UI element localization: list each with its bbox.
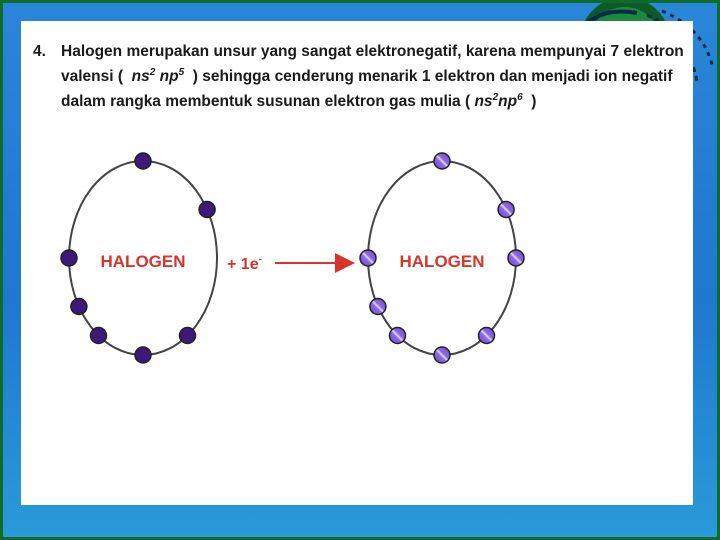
electron [479,328,495,344]
reaction-step [227,254,351,273]
halogen-atom-ion-after [360,153,524,363]
halogen-label-after: HALOGEN [399,252,485,271]
electron [360,250,376,266]
plus-one-electron-label: + 1e- [227,254,262,273]
electron [71,299,87,315]
halogen-diagram [21,21,693,505]
caption-line-3-prefix: dalam rangka membentuk susunan elektron gas mulia ( [61,93,471,110]
caption-line-1: Halogen merupakan unsur yang sangat elektronegatif, karena mempunyai 7 elektron [61,43,684,60]
electron [91,328,107,344]
electron [434,347,450,363]
electron [135,153,151,169]
electron [390,328,406,344]
item-number: 4. [33,43,46,60]
halogen-label-before: HALOGEN [100,252,186,271]
electron-config-after: $ns^2np^6$ [474,91,523,110]
electron [498,202,514,218]
electron [135,347,151,363]
electron [61,250,77,266]
electron [180,328,196,344]
content-panel [21,21,693,505]
caption-line-2-prefix: valensi ( [61,68,124,85]
caption-line-3-suffix: ) [531,93,537,110]
caption-line-2-suffix: ) sehingga cenderung menarik 1 elektron dan menjadi ion negatif [192,68,673,85]
electron [434,153,450,169]
halogen-atom-before [61,153,217,363]
electron [508,250,524,266]
electron [370,299,386,315]
electron [199,202,215,218]
electron-config-before: $ns^2$ $np^5$ [131,66,185,85]
